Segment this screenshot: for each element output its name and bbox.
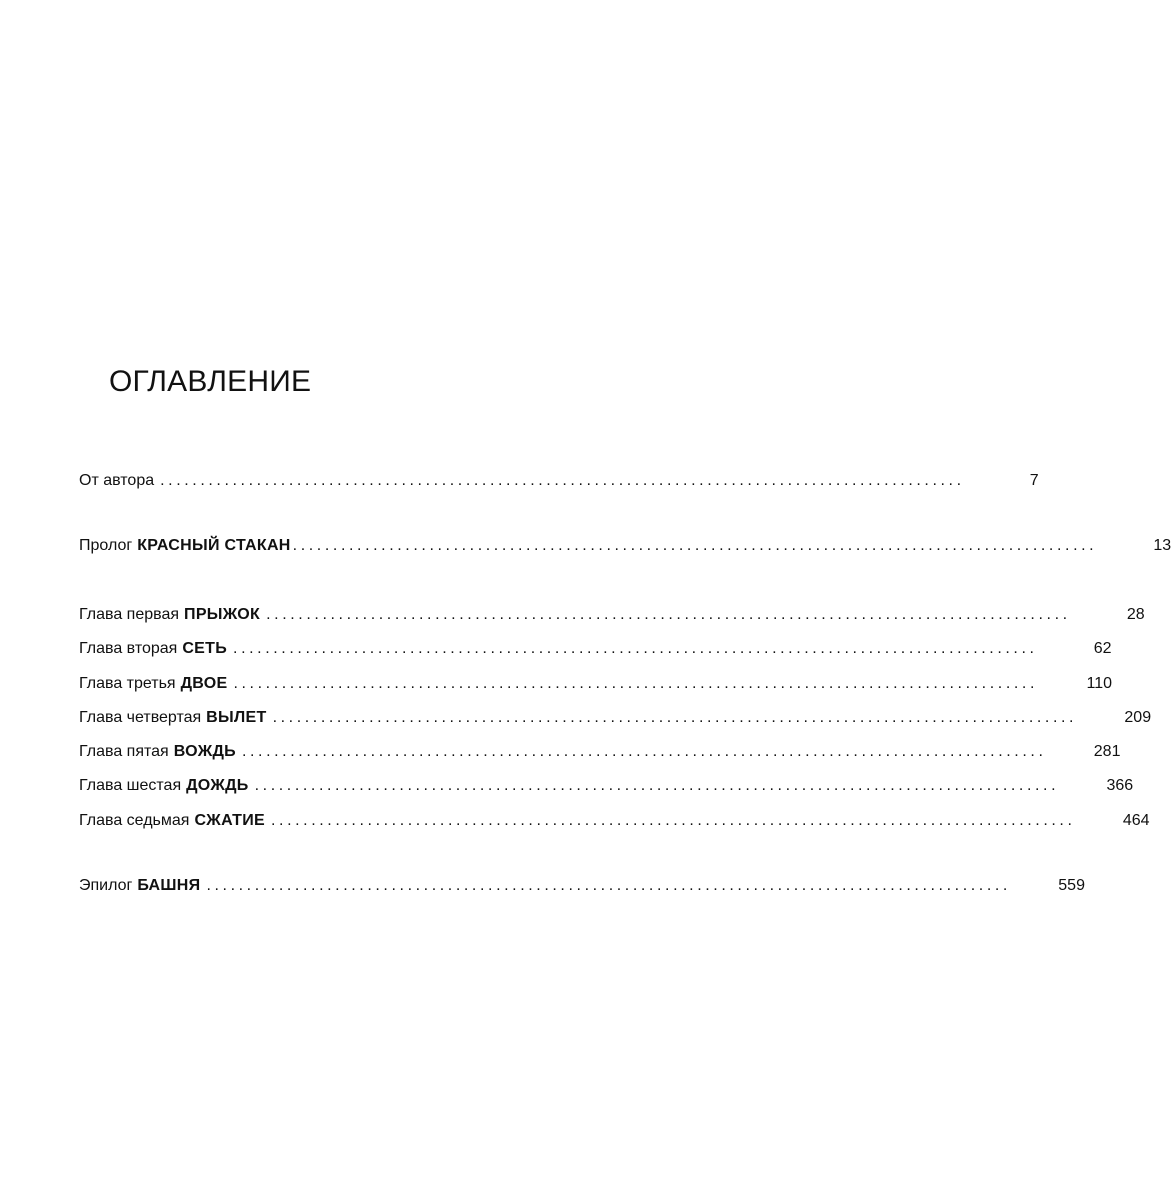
leader-dots: .................................................................................................... bbox=[233, 675, 1038, 692]
page-number: 209 bbox=[1124, 709, 1152, 726]
toc-entry-chapter-5[interactable] bbox=[79, 740, 1121, 764]
toc-entry-chapter-2[interactable] bbox=[79, 637, 1112, 661]
entry-prefix: Глава пятая bbox=[79, 743, 169, 760]
toc-entry-epilogue[interactable] bbox=[79, 874, 1085, 898]
leader-dots: .................................................................................................... bbox=[270, 812, 1076, 829]
entry-title: СЖАТИЕ bbox=[194, 812, 265, 829]
entry-title: ПРЫЖОК bbox=[184, 606, 261, 623]
leader-dots: .................................................................................................... bbox=[266, 606, 1071, 623]
entry-prefix: От автора bbox=[79, 472, 155, 489]
entry-prefix: Глава первая bbox=[79, 606, 180, 623]
page-number: 110 bbox=[1086, 675, 1112, 692]
leader-dots: .................................................................................................... bbox=[160, 472, 965, 489]
entry-prefix: Пролог bbox=[79, 537, 133, 554]
leader-dots: .................................................................................................... bbox=[292, 537, 1098, 554]
page-number: 281 bbox=[1093, 743, 1121, 760]
toc-entry-chapter-3[interactable] bbox=[79, 672, 1112, 696]
page-number: 62 bbox=[1093, 640, 1112, 657]
entry-prefix: Глава третья bbox=[79, 675, 176, 692]
entry-title: СЕТЬ bbox=[182, 640, 228, 657]
page-number: 464 bbox=[1122, 812, 1150, 829]
entry-prefix: Глава четвертая bbox=[79, 709, 202, 726]
entry-title: ДВОЕ bbox=[180, 675, 228, 692]
page-number: 366 bbox=[1106, 777, 1134, 794]
toc-title: ОГЛАВЛЕНИЕ bbox=[109, 365, 312, 398]
toc-entry-chapter-7[interactable] bbox=[79, 809, 1150, 833]
entry-prefix: Глава вторая bbox=[79, 640, 178, 657]
entry-prefix: Эпилог bbox=[79, 877, 133, 894]
entry-prefix: Глава седьмая bbox=[79, 812, 190, 829]
page-number: 559 bbox=[1058, 877, 1085, 894]
entry-title: ДОЖДЬ bbox=[186, 777, 249, 794]
entry-prefix: Глава шестая bbox=[79, 777, 182, 794]
leader-dots: .................................................................................................... bbox=[241, 743, 1047, 760]
entry-title: ВОЖДЬ bbox=[173, 743, 236, 760]
toc-entry-from-author[interactable] bbox=[79, 469, 1039, 493]
entry-title: БАШНЯ bbox=[137, 877, 201, 894]
page-number: 13 bbox=[1153, 537, 1171, 554]
page-number: 7 bbox=[1029, 472, 1039, 489]
entry-title: ВЫЛЕТ bbox=[206, 709, 267, 726]
toc-entry-prologue[interactable] bbox=[79, 534, 1171, 558]
leader-dots: .................................................................................................... bbox=[254, 777, 1060, 794]
page-number: 28 bbox=[1126, 606, 1145, 623]
toc-entry-chapter-1[interactable] bbox=[79, 603, 1145, 627]
toc-entry-chapter-6[interactable] bbox=[79, 774, 1134, 798]
leader-dots: .................................................................................................... bbox=[233, 640, 1038, 657]
toc-entry-chapter-4[interactable] bbox=[79, 706, 1152, 730]
entry-title: КРАСНЫЙ СТАКАН bbox=[137, 537, 291, 554]
leader-dots: .................................................................................................... bbox=[206, 877, 1011, 894]
leader-dots: .................................................................................................... bbox=[272, 709, 1078, 726]
